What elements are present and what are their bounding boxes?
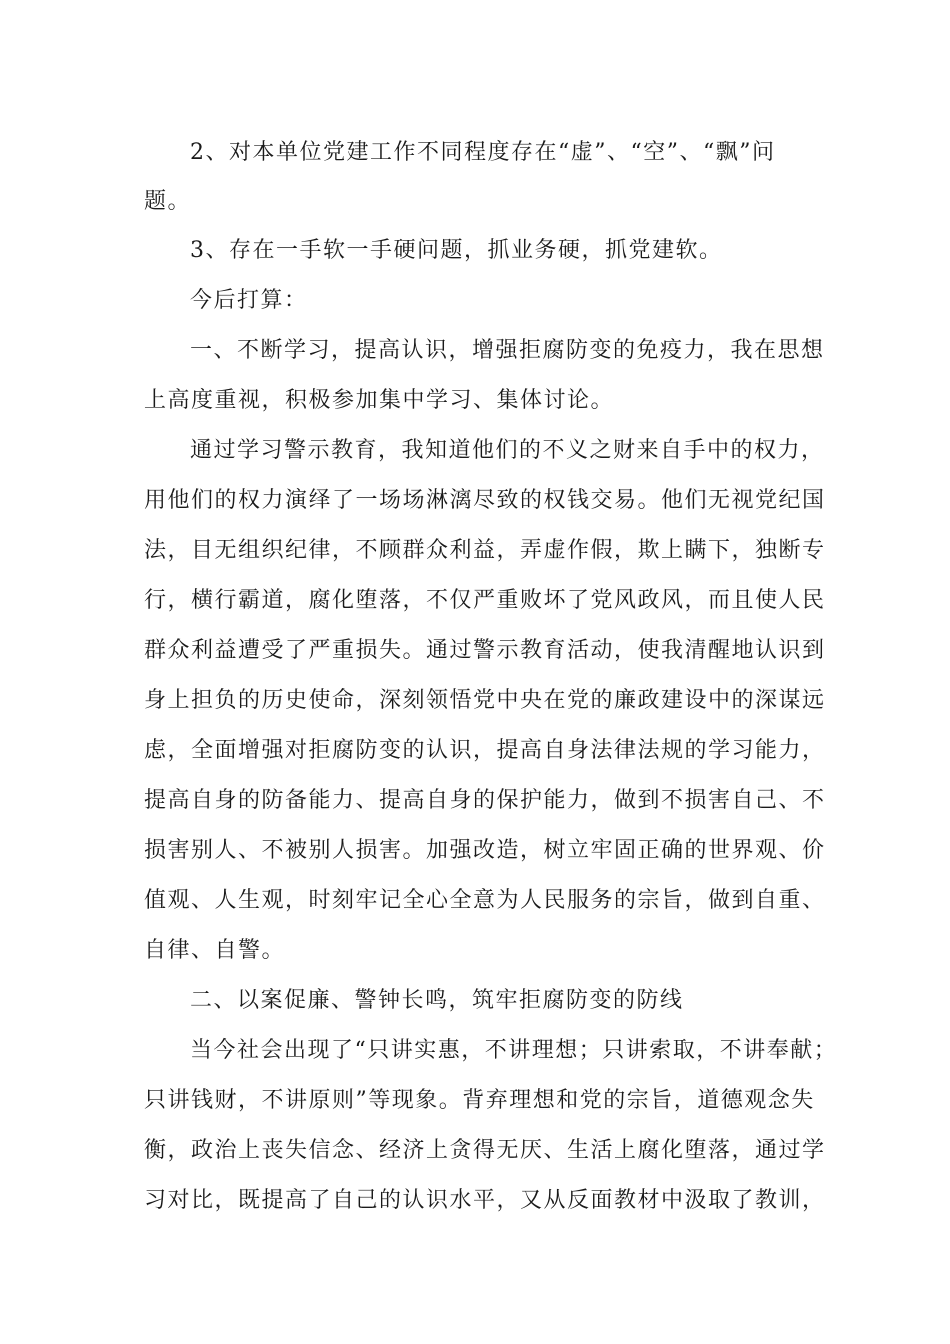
text-line: 虑，全面增强对拒腐防变的认识，提高自身法律法规的学习能力， (144, 738, 826, 763)
text-line: 损害别人、不被别人损害。加强改造，树立牢固正确的世界观、价 (144, 838, 826, 863)
text-line: 值观、人生观，时刻牢记全心全意为人民服务的宗旨，做到自重、 (144, 888, 826, 913)
text-line: 只讲钱财，不讲原则”等现象。背弃理想和党的宗旨，道德观念失 (144, 1088, 815, 1113)
section-heading: 今后打算： (190, 288, 308, 313)
text-line: 上高度重视，积极参加集中学习、集体讨论。 (144, 388, 615, 413)
text-line: 提高自身的防备能力、提高自身的保护能力，做到不损害自己、不 (144, 788, 826, 813)
text-line: 行，横行霸道，腐化堕落，不仅严重败坏了党风政风，而且使人民 (144, 588, 826, 613)
text-line: 用他们的权力演绎了一场场淋漓尽致的权钱交易。他们无视党纪国 (144, 488, 826, 513)
section-heading: 二、以案促廉、警钟长鸣，筑牢拒腐防变的防线 (190, 988, 684, 1013)
text-line: 法，目无组织纪律，不顾群众利益，弄虚作假，欺上瞒下，独断专 (144, 538, 826, 563)
text-line: 身上担负的历史使命，深刻领悟党中央在党的廉政建设中的深谋远 (144, 688, 826, 713)
text-line: 当今社会出现了“只讲实惠，不讲理想；只讲索取，不讲奉献； (190, 1038, 838, 1063)
text-line: 习对比，既提高了自己的认识水平，又从反面教材中汲取了教训， (144, 1188, 826, 1213)
text-line: 群众利益遭受了严重损失。通过警示教育活动，使我清醒地认识到 (144, 638, 826, 663)
text-line: 3、存在一手软一手硬问题，抓业务硬，抓党建软。 (190, 238, 723, 263)
text-line: 通过学习警示教育，我知道他们的不义之财来自手中的权力， (190, 438, 825, 463)
text-line: 题。 (144, 189, 192, 214)
text-line: 2、对本单位党建工作不同程度存在“虚”、“空”、“飘”问 (190, 140, 776, 165)
text-line: 一、不断学习，提高认识，增强拒腐防变的免疫力，我在思想 (190, 338, 825, 363)
text-line: 衡，政治上丧失信念、经济上贪得无厌、生活上腐化堕落，通过学 (144, 1138, 826, 1163)
text-line: 自律、自警。 (144, 938, 286, 963)
